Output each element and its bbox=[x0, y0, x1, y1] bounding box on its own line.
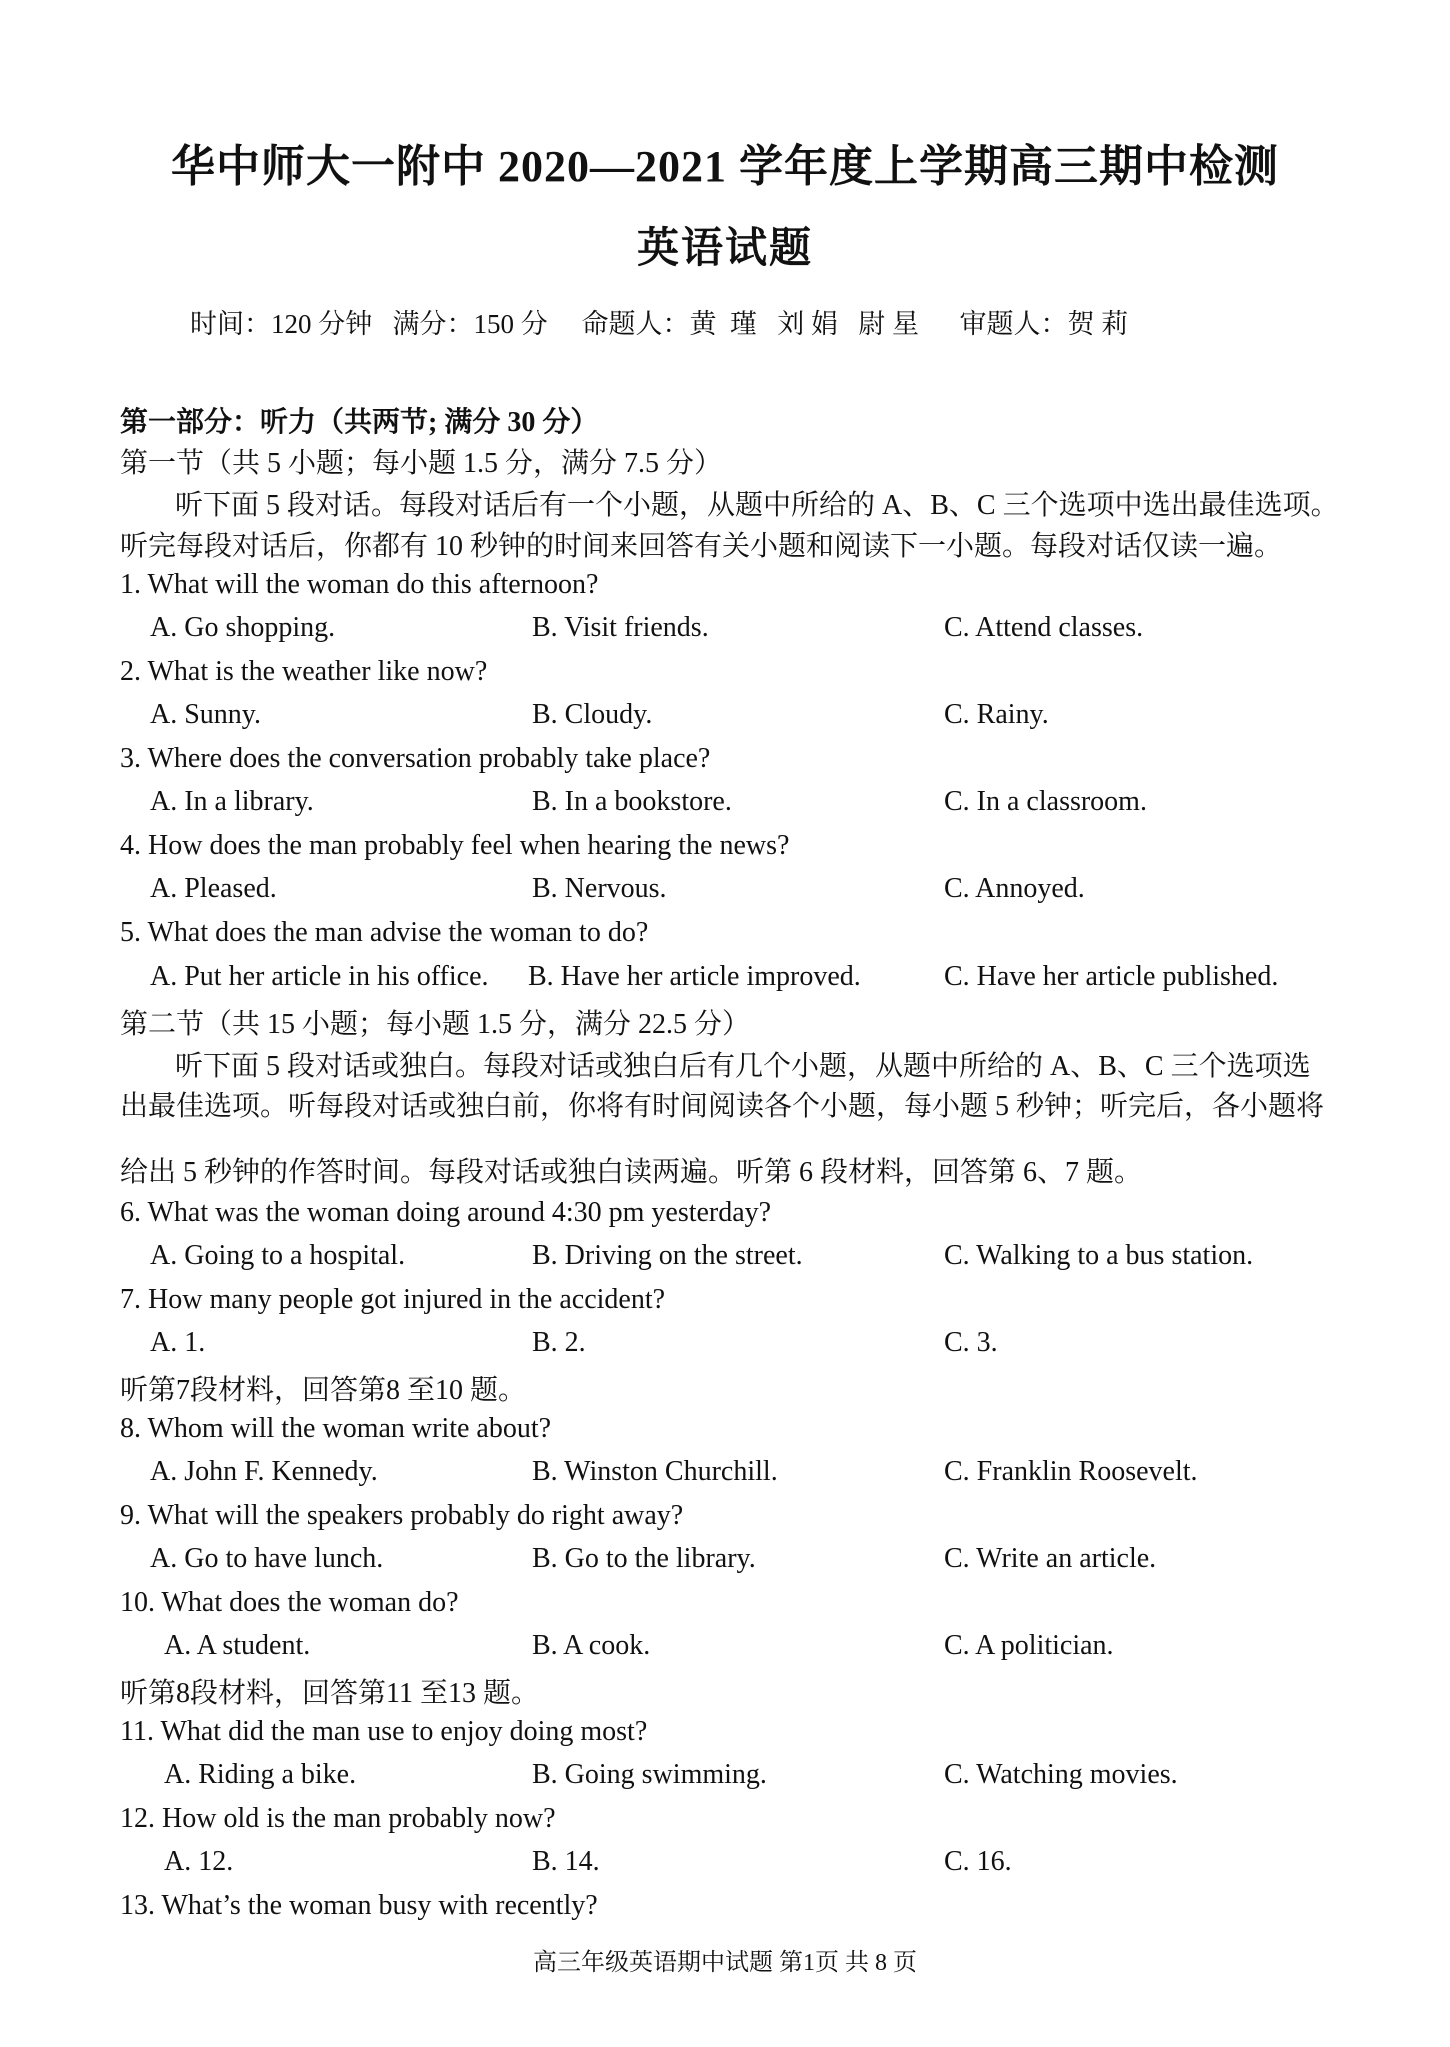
q9-option-b: B. Go to the library. bbox=[532, 1543, 756, 1574]
question-3: 3. Where does the conversation probably take place? bbox=[120, 743, 711, 774]
question-4: 4. How does the man probably feel when hearing the news? bbox=[120, 830, 790, 861]
q5-option-b: B. Have her article improved. bbox=[528, 961, 861, 992]
section1-instruction: 听下面 5 段对话。每段对话后有一个小题，从题中所给的 A、B、C 三个选项中选出最佳选项。 bbox=[175, 490, 1339, 521]
q3-option-a: A. In a library. bbox=[150, 786, 314, 817]
question-6: 6. What was the woman doing around 4:30 pm yesterday? bbox=[120, 1197, 772, 1228]
question-10: 10. What does the woman do? bbox=[120, 1587, 459, 1618]
section2-instruction-end: 给出 5 秒钟的作答时间。每段对话或独白读两遍。听第 6 段材料，回答第 6、7 题。 bbox=[120, 1157, 1143, 1188]
q10-option-c: C. A politician. bbox=[944, 1630, 1114, 1661]
q7-option-c: C. 3. bbox=[944, 1327, 998, 1358]
material-7-instruction: 听第7段材料，回答第8 至10 题。 bbox=[120, 1375, 527, 1406]
q11-option-b: B. Going swimming. bbox=[532, 1759, 767, 1790]
q12-option-c: C. 16. bbox=[944, 1846, 1012, 1877]
q3-option-b: B. In a bookstore. bbox=[532, 786, 732, 817]
exam-subtitle: 英语试题 bbox=[636, 226, 813, 272]
q2-option-c: C. Rainy. bbox=[944, 699, 1049, 730]
q6-option-c: C. Walking to a bus station. bbox=[944, 1240, 1254, 1271]
section2-instruction: 听下面 5 段对话或独白。每段对话或独白后有几个小题，从题中所给的 A、B、C 三个选项选 bbox=[175, 1051, 1311, 1082]
section2-instruction-cont: 出最佳选项。听每段对话或独白前，你将有时间阅读各个小题，每小题 5 秒钟；听完后，各小题将 bbox=[120, 1091, 1325, 1122]
q2-option-a: A. Sunny. bbox=[150, 699, 261, 730]
q4-option-a: A. Pleased. bbox=[150, 873, 277, 904]
q2-option-b: B. Cloudy. bbox=[532, 699, 653, 730]
q1-option-c: C. Attend classes. bbox=[944, 612, 1144, 643]
q6-option-a: A. Going to a hospital. bbox=[150, 1240, 406, 1271]
section1-heading: 第一节（共 5 小题；每小题 1.5 分，满分 7.5 分） bbox=[120, 448, 723, 479]
q11-option-a: A. Riding a bike. bbox=[164, 1759, 357, 1790]
question-9: 9. What will the speakers probably do right away? bbox=[120, 1500, 684, 1531]
section1-instruction-cont: 听完每段对话后，你都有 10 秒钟的时间来回答有关小题和阅读下一小题。每段对话仅读一遍。 bbox=[120, 531, 1283, 562]
q3-option-c: C. In a classroom. bbox=[944, 786, 1147, 817]
q8-option-b: B. Winston Churchill. bbox=[532, 1456, 778, 1487]
exam-title: 华中师大一附中 2020—2021 学年度上学期高三期中检测 bbox=[171, 142, 1279, 191]
question-5: 5. What does the man advise the woman to do? bbox=[120, 917, 649, 948]
q10-option-b: B. A cook. bbox=[532, 1630, 651, 1661]
question-12: 12. How old is the man probably now? bbox=[120, 1803, 556, 1834]
q5-option-c: C. Have her article published. bbox=[944, 961, 1279, 992]
question-1: 1. What will the woman do this afternoon? bbox=[120, 569, 599, 600]
q4-option-c: C. Annoyed. bbox=[944, 873, 1085, 904]
q11-option-c: C. Watching movies. bbox=[944, 1759, 1178, 1790]
q7-option-a: A. 1. bbox=[150, 1327, 206, 1358]
q10-option-a: A. A student. bbox=[164, 1630, 311, 1661]
q7-option-b: B. 2. bbox=[532, 1327, 586, 1358]
question-13: 13. What’s the woman busy with recently? bbox=[120, 1890, 598, 1921]
q9-option-a: A. Go to have lunch. bbox=[150, 1543, 384, 1574]
question-8: 8. Whom will the woman write about? bbox=[120, 1413, 552, 1444]
q4-option-b: B. Nervous. bbox=[532, 873, 667, 904]
q6-option-b: B. Driving on the street. bbox=[532, 1240, 803, 1271]
q12-option-b: B. 14. bbox=[532, 1846, 600, 1877]
q12-option-a: A. 12. bbox=[164, 1846, 234, 1877]
section2-heading: 第二节（共 15 小题；每小题 1.5 分，满分 22.5 分） bbox=[120, 1009, 751, 1040]
q9-option-c: C. Write an article. bbox=[944, 1543, 1157, 1574]
question-2: 2. What is the weather like now? bbox=[120, 656, 488, 687]
question-7: 7. How many people got injured in the accident? bbox=[120, 1284, 666, 1315]
q8-option-c: C. Franklin Roosevelt. bbox=[944, 1456, 1198, 1487]
q1-option-b: B. Visit friends. bbox=[532, 612, 709, 643]
part1-heading: 第一部分：听力（共两节; 满分 30 分） bbox=[120, 407, 599, 438]
q1-option-a: A. Go shopping. bbox=[150, 612, 336, 643]
q5-option-a: A. Put her article in his office. bbox=[150, 961, 489, 992]
exam-info: 时间：120 分钟 满分：150 分 命题人：黄 瑾 刘 娟 尉 星 审题人：贺 莉 bbox=[190, 309, 1129, 339]
page-footer: 高三年级英语期中试题 第1页 共 8 页 bbox=[533, 1950, 917, 1976]
q8-option-a: A. John F. Kennedy. bbox=[150, 1456, 378, 1487]
material-8-instruction: 听第8段材料，回答第11 至13 题。 bbox=[120, 1678, 539, 1709]
question-11: 11. What did the man use to enjoy doing most? bbox=[120, 1716, 648, 1747]
